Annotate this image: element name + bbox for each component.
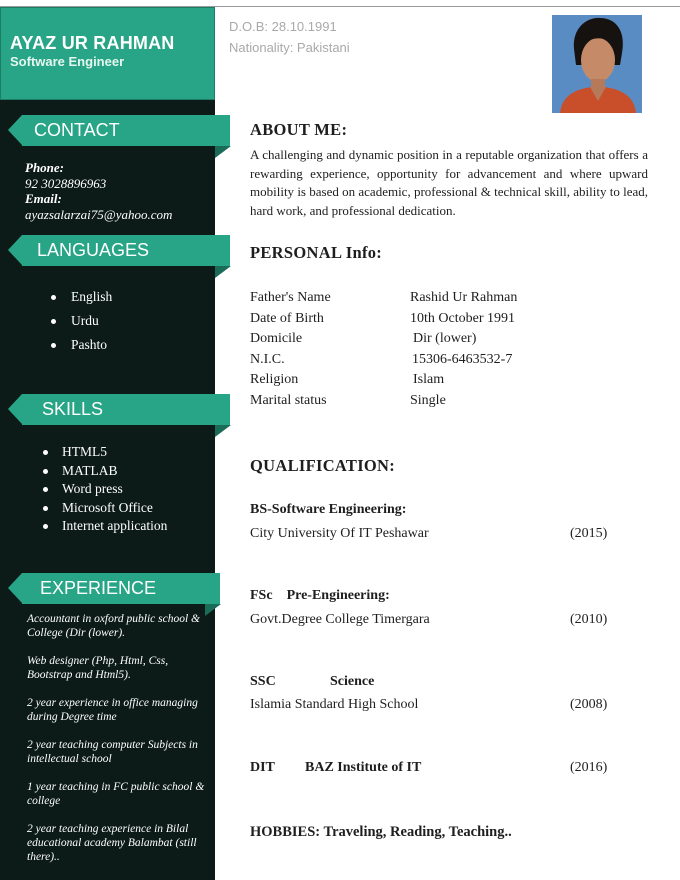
qualification-year: (2010): [570, 612, 608, 627]
experience-heading: EXPERIENCE: [22, 573, 220, 604]
info-value: 10th October 1991: [410, 310, 515, 326]
about-text: A challenging and dynamic position in a reputable organization that offers a rewarding experience, opportunity for advancement and where upward mobility is based on academic, professional & technical skill, ability to lead, hard work, and professional dedication.: [250, 147, 648, 218]
language-item: English: [51, 289, 112, 313]
info-value: Dir (lower): [413, 331, 477, 347]
experience-list: [27, 612, 207, 878]
experience-item: 2 year teaching computer Subjects in intellectual school: [27, 739, 198, 765]
phone-value: 92 3028896963: [25, 175, 107, 191]
contact-heading: CONTACT: [22, 115, 230, 146]
experience-item: 2 year experience in office managing during Degree time: [27, 697, 198, 723]
person-name: AYAZ UR RAHMAN: [10, 33, 175, 53]
info-label: Date of Birth: [250, 310, 324, 326]
language-item: Urdu: [51, 313, 112, 337]
phone-label: Phone:: [25, 160, 64, 175]
profile-photo: [552, 15, 642, 113]
qualification-year: (2015): [570, 526, 608, 541]
qualification-institute: Islamia Standard High School: [250, 697, 419, 712]
date-of-birth: D.O.B: 28.10.1991: [229, 19, 337, 34]
person-portrait-icon: [552, 15, 642, 113]
about-heading: ABOUT ME:: [250, 120, 348, 139]
info-label: Father's Name: [250, 290, 331, 305]
qualification-year: (2008): [570, 697, 608, 712]
qualification-institute: Govt.Degree College Timergara: [250, 612, 430, 627]
qualification-year: (2016): [570, 760, 608, 775]
personal-heading: PERSONAL Info:: [250, 243, 383, 262]
info-value: Islam: [413, 372, 445, 388]
info-value: Single: [410, 392, 446, 408]
experience-item: 1 year teaching in FC public school & college: [27, 781, 205, 807]
experience-item: Accountant in oxford public school & College (Dir (lower).: [27, 613, 201, 639]
info-label: Domicile: [250, 331, 303, 347]
email-label: Email:: [25, 191, 62, 206]
info-label: Religion: [250, 372, 299, 388]
qualification-title: SSC Science: [250, 674, 375, 689]
info-label: Marital status: [250, 392, 327, 408]
nationality: Nationality: Pakistani: [229, 40, 350, 55]
skills-list: [43, 444, 167, 537]
qualification-heading: QUALIFICATION:: [250, 456, 396, 475]
qualification-title: BS-Software Engineering:: [250, 502, 407, 517]
name-block: [0, 7, 215, 100]
qualification-title: DIT BAZ Institute of IT: [250, 760, 422, 775]
job-title: Software Engineer: [10, 54, 125, 69]
experience-item: Web designer (Php, Html, Css, Bootstrap and Html5).: [27, 655, 169, 681]
skills-heading: SKILLS: [22, 394, 230, 425]
language-item: Pashto: [51, 337, 112, 361]
experience-item: 2 year teaching experience in Bilal educational academy Balambat (still there)..: [27, 823, 197, 863]
skill-item: MATLAB: [43, 463, 167, 482]
email-value: ayazsalarzai75@yahoo.com: [25, 206, 173, 222]
skill-item: Internet application: [43, 518, 167, 537]
info-value: Rashid Ur Rahman: [410, 290, 518, 305]
skill-item: HTML5: [43, 444, 167, 463]
languages-list: [51, 289, 112, 361]
skill-item: Word press: [43, 481, 167, 500]
languages-heading: LANGUAGES: [22, 235, 230, 266]
qualification-title: FSc Pre-Engineering:: [250, 588, 390, 603]
contact-info: [25, 160, 172, 222]
skill-item: Microsoft Office: [43, 500, 167, 519]
info-value: 15306-6463532-7: [412, 351, 513, 367]
info-label: N.I.C.: [250, 351, 285, 367]
qualification-institute: City University Of IT Peshawar: [250, 526, 429, 541]
hobbies: HOBBIES: Traveling, Reading, Teaching..: [250, 824, 512, 840]
